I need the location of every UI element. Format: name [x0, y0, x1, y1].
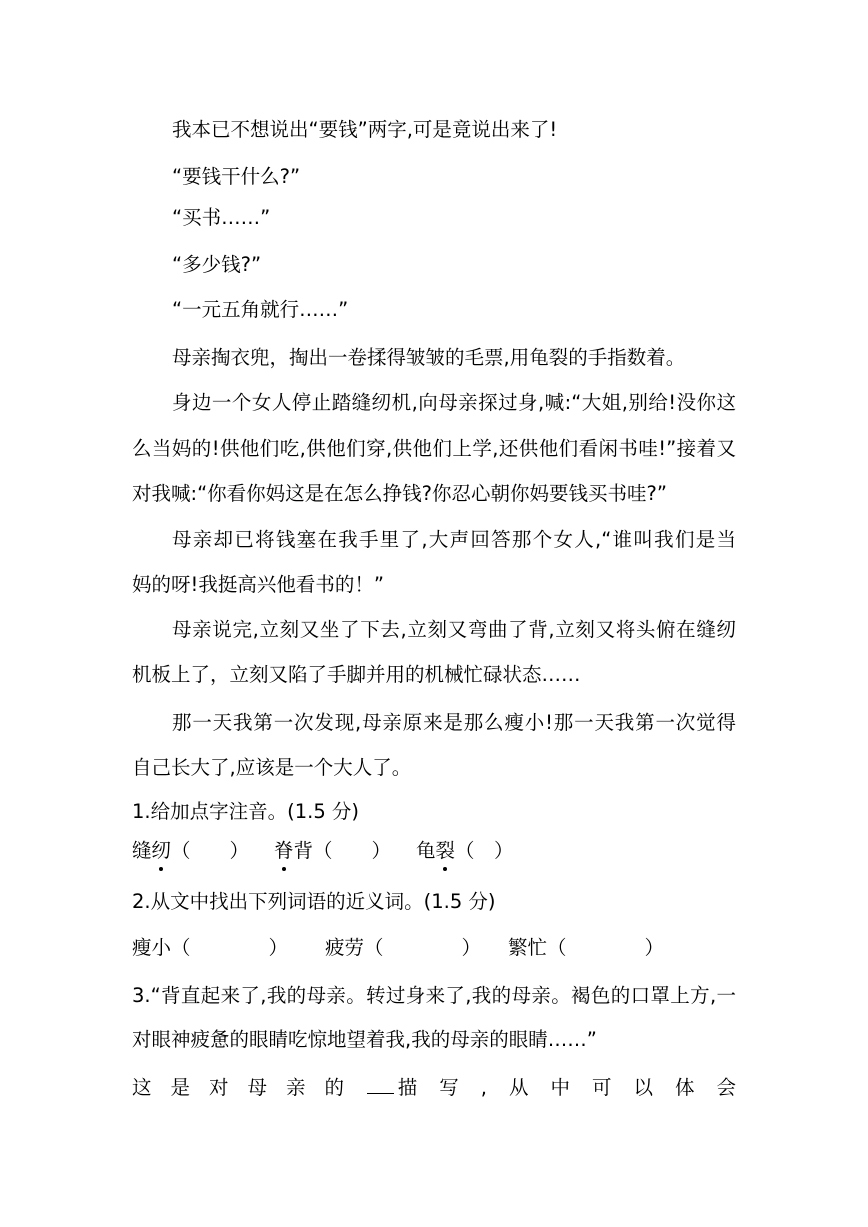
- question-3-line: 对眼神疲惫的眼睛吃惊地望着我,我的母亲的眼睛……”: [132, 1028, 597, 1051]
- question-2-title: 2.从文中找出下列词语的近义词。(1.5 分): [132, 890, 496, 913]
- passage-line: 自己长大了,应该是一个大人了。: [132, 756, 412, 779]
- dotted-character: 脊: [274, 839, 294, 862]
- answer-blank[interactable]: （ ）: [455, 839, 514, 862]
- passage-paragraph: “买书……”: [172, 206, 271, 229]
- answer-blank[interactable]: （ ）: [313, 839, 392, 862]
- passage-line: 么当妈的!供他们吃,供他们穿,供他们上学,还供他们看闲书哇!”接着又: [132, 437, 736, 460]
- answer-blank[interactable]: （ ）: [547, 936, 665, 959]
- q2-item-pi-lao: 疲劳（ ）: [325, 936, 482, 959]
- question-3-fill-line: [132, 1073, 758, 1101]
- passage-line: 母亲却已将钱塞在我手里了,大声回答那个女人,“谁叫我们是当: [172, 528, 736, 551]
- dotted-character: 纫: [151, 839, 172, 862]
- answer-blank[interactable]: （ ）: [171, 839, 250, 862]
- q1-item-feng-ren: 缝纫（ ）: [132, 839, 250, 862]
- question-1-title: 1.给加点字注音。(1.5 分): [132, 800, 360, 823]
- passage-paragraph: “一元五角就行……”: [172, 298, 349, 321]
- passage-line: 母亲说完,立刻又坐了下去,立刻又弯曲了背,立刻又将头俯在缝纫: [172, 618, 736, 641]
- passage-line: 身边一个女人停止踏缝纫机,向母亲探过身,喊:“大姐,别给!没你这: [172, 391, 736, 414]
- q1-item-jun-lie: 龟裂（ ）: [416, 839, 514, 862]
- passage-paragraph: 母亲掏衣兜，掏出一卷揉得皱皱的毛票,用龟裂的手指数着。: [172, 346, 686, 369]
- passage-line: 妈的呀!我挺高兴他看书的！”: [132, 573, 384, 596]
- answer-underline[interactable]: [367, 1073, 394, 1094]
- q3-prefix-text: 这是对母亲的: [132, 1076, 364, 1099]
- passage-line: 对我喊:“你看你妈这是在怎么挣钱?你忍心朝你妈要钱买书哇?”: [132, 482, 667, 505]
- passage-line: 那一天我第一次发现,母亲原来是那么瘦小!那一天我第一次觉得: [172, 711, 736, 734]
- dotted-character: 裂: [435, 839, 456, 862]
- passage-paragraph: “多少钱?”: [172, 253, 262, 276]
- passage-paragraph: 我本已不想说出“要钱”两字,可是竟说出来了!: [172, 118, 558, 141]
- answer-blank[interactable]: （ ）: [364, 936, 482, 959]
- q2-item-shou-xiao: 瘦小（ ）: [132, 936, 289, 959]
- q3-suffix-text: 描写,从中可以体会: [397, 1076, 758, 1099]
- q1-item-ji-bei: 脊背（ ）: [274, 839, 392, 862]
- passage-paragraph: “要钱干什么?”: [172, 165, 301, 188]
- answer-blank[interactable]: （ ）: [171, 936, 289, 959]
- question-3-line: 3.“背直起来了,我的母亲。转过身来了,我的母亲。褐色的口罩上方,一: [132, 984, 736, 1007]
- q2-item-fan-mang: 繁忙（ ）: [508, 936, 665, 959]
- passage-line: 机板上了，立刻又陷了手脚并用的机械忙碌状态……: [132, 663, 581, 686]
